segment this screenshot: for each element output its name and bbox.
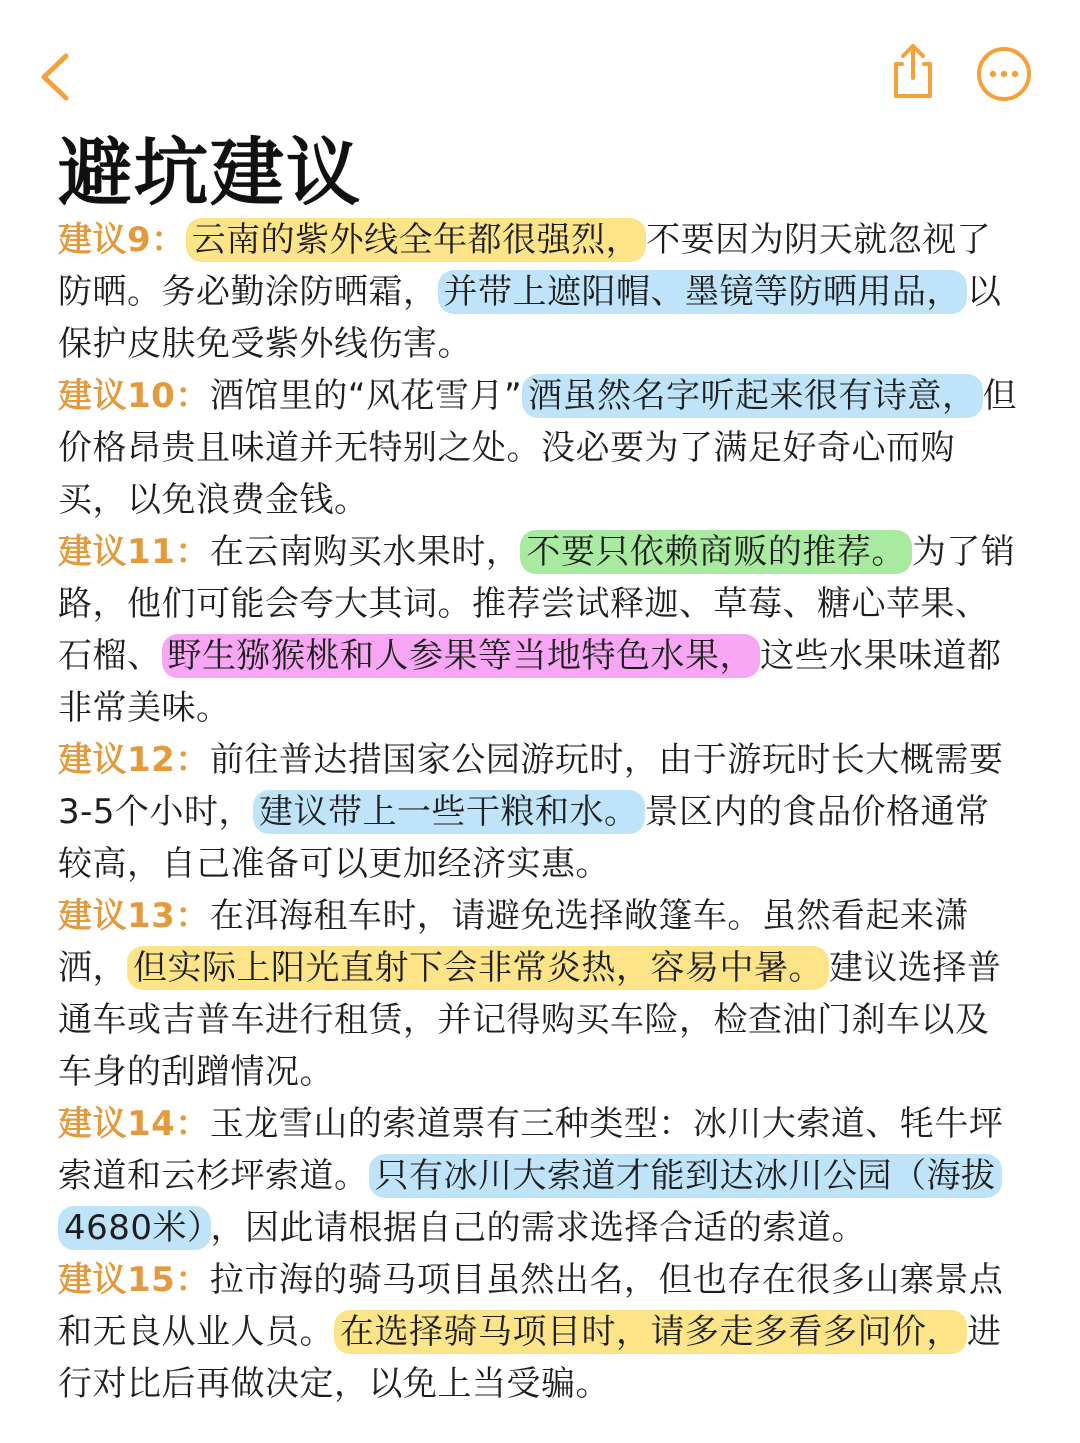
chevron-left-icon[interactable] bbox=[34, 50, 74, 104]
tip-label: 建议14： bbox=[58, 1104, 210, 1144]
tip-text: 这些水果味道都非常美味。 bbox=[58, 636, 1002, 728]
tip-10 bbox=[58, 370, 1020, 526]
highlight-pink: 野生猕猴桃和人参果等当地特色水果， bbox=[162, 634, 761, 678]
tip-15 bbox=[58, 1254, 1020, 1410]
top-nav-bar bbox=[0, 0, 1080, 130]
tip-label: 建议11： bbox=[58, 532, 210, 572]
more-icon[interactable] bbox=[976, 46, 1032, 102]
tip-text: 玉龙雪山的索道票有三种类型：冰川大索道、牦牛坪索道和云杉坪索道。 bbox=[58, 1104, 1004, 1196]
page-title: 避坑建议 bbox=[58, 130, 362, 216]
tip-11 bbox=[58, 526, 1020, 734]
tip-text: 在洱海租车时，请避免选择敞篷车。虽然看起来潇洒， bbox=[58, 896, 969, 988]
tip-12 bbox=[58, 734, 1020, 890]
highlight-blue: 只有冰川大索道才能到达冰川公园（海拔4680米） bbox=[58, 1154, 1002, 1250]
tip-13 bbox=[58, 890, 1020, 1098]
tip-text: 前往普达措国家公园游玩时，由于游玩时长大概需要3-5个小时， bbox=[58, 740, 1004, 832]
tip-text: 酒馆里的“风花雪月” bbox=[209, 376, 523, 416]
highlight-yellow: 但实际上阳光直射下会非常炎热，容易中暑。 bbox=[127, 946, 829, 990]
highlight-blue: 酒虽然名字听起来很有诗意， bbox=[522, 374, 983, 418]
share-icon[interactable] bbox=[888, 40, 938, 102]
tip-text: 拉市海的骑马项目虽然出名，但也存在很多山寨景点和无良从业人员。 bbox=[58, 1260, 1004, 1352]
tip-label: 建议12： bbox=[58, 740, 210, 780]
tip-text: 进行对比后再做决定，以免上当受骗。 bbox=[58, 1312, 1002, 1404]
highlight-green: 不要只依赖商贩的推荐。 bbox=[520, 530, 912, 574]
tip-text: 但价格昂贵且味道并无特别之处。没必要为了满足好奇心而购买，以免浪费金钱。 bbox=[58, 376, 1018, 520]
highlight-blue: 建议带上一些干粮和水。 bbox=[253, 790, 645, 834]
tip-14 bbox=[58, 1098, 1020, 1254]
tip-text: 为了销路，他们可能会夸大其词。推荐尝试释迦、草莓、糖心苹果、石榴、 bbox=[58, 532, 1016, 676]
tip-text: 建议选择普通车或吉普车进行租赁，并记得购买车险，检查油门刹车以及车身的刮蹭情况。 bbox=[58, 948, 1002, 1092]
tip-label: 建议15： bbox=[58, 1260, 210, 1300]
tip-label: 建议9： bbox=[58, 220, 186, 260]
tip-9 bbox=[58, 214, 1020, 370]
tip-text: 景区内的食品价格通常较高，自己准备可以更加经济实惠。 bbox=[58, 792, 990, 884]
highlight-blue: 并带上遮阳帽、墨镜等防晒用品， bbox=[438, 270, 968, 314]
tip-label: 建议13： bbox=[58, 896, 210, 936]
tip-text: 在云南购买水果时， bbox=[209, 532, 521, 572]
tip-label: 建议10： bbox=[58, 376, 210, 416]
tip-text: ，因此请根据自己的需求选择合适的索道。 bbox=[210, 1208, 867, 1248]
highlight-yellow: 云南的紫外线全年都很强烈， bbox=[186, 218, 647, 262]
highlight-yellow: 在选择骑马项目时，请多走多看多问价， bbox=[334, 1310, 967, 1354]
tips-content bbox=[58, 214, 1020, 1410]
tip-text: 不要因为阴天就忽视了防晒。务必勤涂防晒霜， bbox=[58, 220, 992, 312]
tip-text: 以保护皮肤免受紫外线伤害。 bbox=[58, 272, 1002, 364]
